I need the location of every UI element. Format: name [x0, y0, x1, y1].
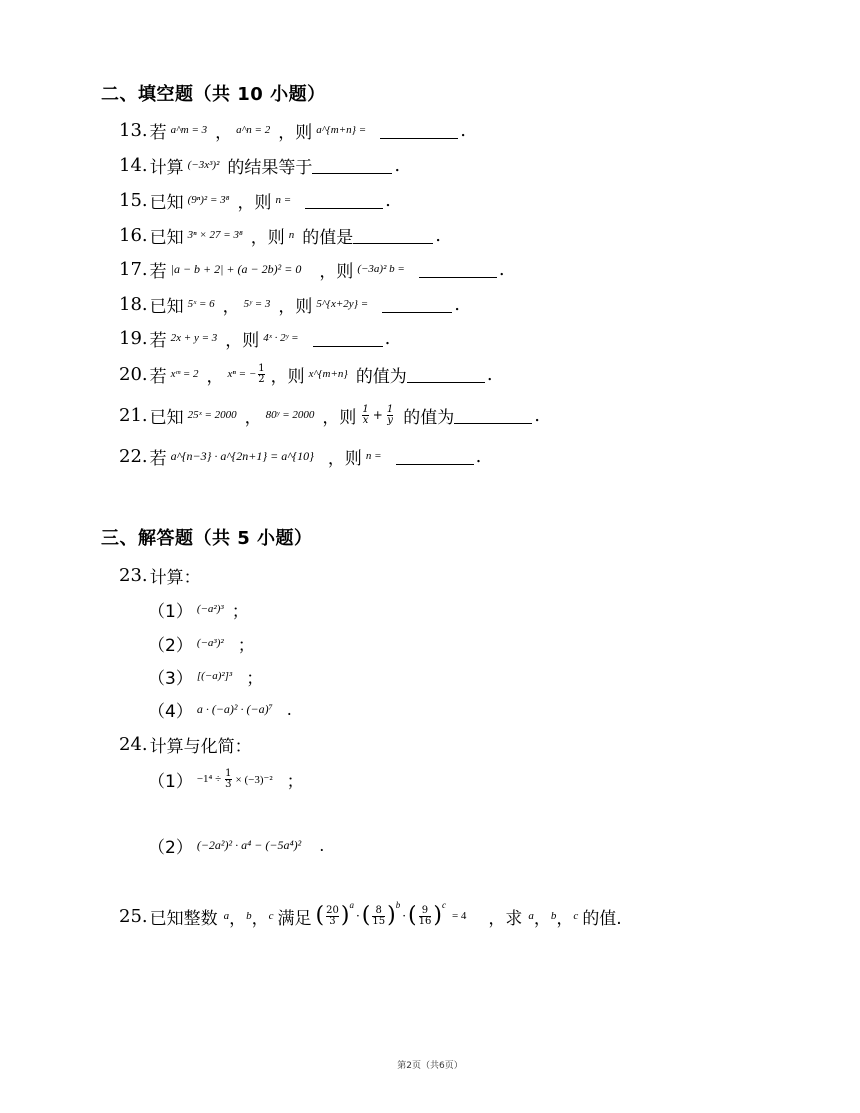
- math-expr: 2x + y = 3: [170, 332, 218, 344]
- answer-blank[interactable]: [313, 330, 383, 347]
- question-19: 19. 若 2x + y = 3 ， 则 4ˣ · 2ʸ = .: [119, 327, 391, 351]
- question-number: 22.: [119, 445, 148, 467]
- question-number: 23.: [119, 564, 148, 586]
- question-number: 18.: [119, 293, 148, 315]
- question-22: 22. 若 a^{n−3} · a^{2n+1} = a^{10} ， 则 n = .: [119, 445, 482, 469]
- question-number: 14.: [119, 154, 148, 176]
- question-15: 15. 已知 (9ⁿ)² = 3⁸ ， 则 n = .: [119, 189, 391, 213]
- question-23-part-2: （2） (−a³)² ；: [148, 635, 255, 656]
- section2-heading: 二、填空题（共 10 小题）: [101, 84, 326, 105]
- math-expr: a^{m+n} =: [316, 124, 367, 136]
- answer-blank[interactable]: [380, 122, 458, 139]
- question-number: 25.: [119, 905, 148, 927]
- math-expr: a · (−a)² · (−a)⁷: [196, 701, 273, 716]
- answer-blank[interactable]: [454, 407, 532, 424]
- fraction: $\frac{20}{3}$: [326, 904, 339, 927]
- question-number: 17.: [119, 258, 148, 280]
- math-expr: a^{n−3} · a^{2n+1} = a^{10}: [170, 448, 314, 463]
- fraction: $\frac{1}{3}$: [225, 767, 232, 790]
- math-expr: −1⁴ ÷: [196, 773, 222, 785]
- math-expr: 3ⁿ × 27 = 3⁸: [187, 229, 243, 241]
- question-number: 16.: [119, 224, 148, 246]
- math-expr: 5ʸ = 3: [243, 298, 271, 310]
- math-expr: [(−a)²]³: [196, 670, 233, 682]
- math-expr: a^m = 3: [170, 124, 208, 136]
- answer-blank[interactable]: [312, 157, 392, 174]
- question-23-part-1: （1） (−a²)³ ；: [148, 601, 249, 622]
- question-number: 20.: [119, 363, 148, 385]
- math-expr: (−a²)³: [196, 603, 224, 615]
- fraction: $\frac{1}{x}$: [362, 403, 369, 426]
- math-expr: xⁿ = −: [227, 368, 257, 380]
- question-16: 16. 已知 3ⁿ × 27 = 3⁸ ， 则 n 的值是 .: [119, 224, 442, 248]
- question-17: 17. 若 |a − b + 2| + (a − 2b)² = 0 ， 则 (−3a)² b = .: [119, 258, 505, 282]
- math-expr: x^{m+n}: [308, 368, 348, 380]
- question-25: 25. 已知整数 a ， b ， c 满足 ( $\frac{20}{3}$ ) a · ( $\frac{8}{15}$ ) b · ( $\frac{9}{16}$ ) c = 4 ， 求 a ， b ， c 的值.: [119, 900, 622, 929]
- math-expr: n =: [365, 450, 382, 462]
- math-expr: a^n = 2: [236, 124, 271, 136]
- answer-blank[interactable]: [305, 192, 383, 209]
- answer-blank[interactable]: [396, 448, 474, 465]
- question-number: 15.: [119, 189, 148, 211]
- math-expr: n: [288, 229, 295, 241]
- section3-heading: 三、解答题（共 5 小题）: [101, 528, 313, 549]
- math-expr: (−a³)²: [196, 637, 224, 649]
- fraction: $\frac{9}{16}$: [418, 904, 432, 927]
- page-footer: 第2页（共6页）: [397, 1061, 463, 1071]
- math-expr: n =: [275, 194, 292, 206]
- math-expr: (9ⁿ)² = 3⁸: [187, 194, 230, 206]
- math-expr: 5ˣ = 6: [187, 298, 215, 310]
- answer-blank[interactable]: [382, 296, 452, 313]
- math-expr: (−3a)² b =: [357, 263, 405, 275]
- question-number: 19.: [119, 327, 148, 349]
- question-21: 21. 已知 25ˣ = 2000 ， 80ʸ = 2000 ， 则 $\frac{1}{x}$ + $\frac{1}{y}$ 的值为 .: [119, 403, 540, 428]
- question-23: 23. 计算：: [119, 564, 201, 588]
- fraction: $\frac{8}{15}$: [372, 904, 386, 927]
- math-expr: 5^{x+2y} =: [316, 298, 369, 310]
- question-23-part-3: （3） [(−a)²]³ ；: [148, 668, 264, 689]
- question-24: 24. 计算与化简：: [119, 733, 252, 757]
- math-expr: 4ˣ · 2ʸ =: [263, 332, 299, 344]
- question-23-part-4: （4） a · (−a)² · (−a)⁷ .: [148, 699, 292, 722]
- question-18: 18. 已知 5ˣ = 6 ， 5ʸ = 3 ， 则 5^{x+2y} = .: [119, 293, 460, 317]
- math-expr: × (−3)⁻²: [235, 773, 273, 786]
- math-expr: 25ˣ = 2000: [187, 409, 237, 421]
- question-number: 21.: [119, 404, 148, 426]
- question-number: 13.: [119, 119, 148, 141]
- answer-blank[interactable]: [353, 227, 433, 244]
- math-expr: (−2a²)² · a⁴ − (−5a⁴)²: [196, 837, 302, 852]
- question-13: 13. 若 a^m = 3 ， a^n = 2 ， 则 a^{m+n} = .: [119, 119, 466, 143]
- math-expr: |a − b + 2| + (a − 2b)² = 0: [170, 261, 302, 276]
- fraction: $\frac{1}{y}$: [386, 403, 394, 426]
- fraction: $\frac{1}{2}$: [258, 362, 265, 385]
- answer-blank[interactable]: [407, 366, 485, 383]
- math-expr: (−3x³)²: [187, 159, 220, 171]
- math-expr: 80ʸ = 2000: [265, 409, 315, 421]
- question-24-part-1: （1） −1⁴ ÷ $\frac{1}{3}$ × (−3)⁻² ；: [148, 767, 304, 792]
- question-14: 14. 计算 (−3x³)² 的结果等于 .: [119, 154, 401, 178]
- answer-blank[interactable]: [419, 261, 497, 278]
- question-24-part-2: （2） (−2a²)² · a⁴ − (−5a⁴)² .: [148, 835, 325, 858]
- question-number: 24.: [119, 733, 148, 755]
- math-expr: xᵐ = 2: [170, 368, 199, 380]
- question-20: 20. 若 xᵐ = 2 ， xⁿ = − $\frac{1}{2}$ ， 则 x^{m+n} 的值为 .: [119, 362, 493, 387]
